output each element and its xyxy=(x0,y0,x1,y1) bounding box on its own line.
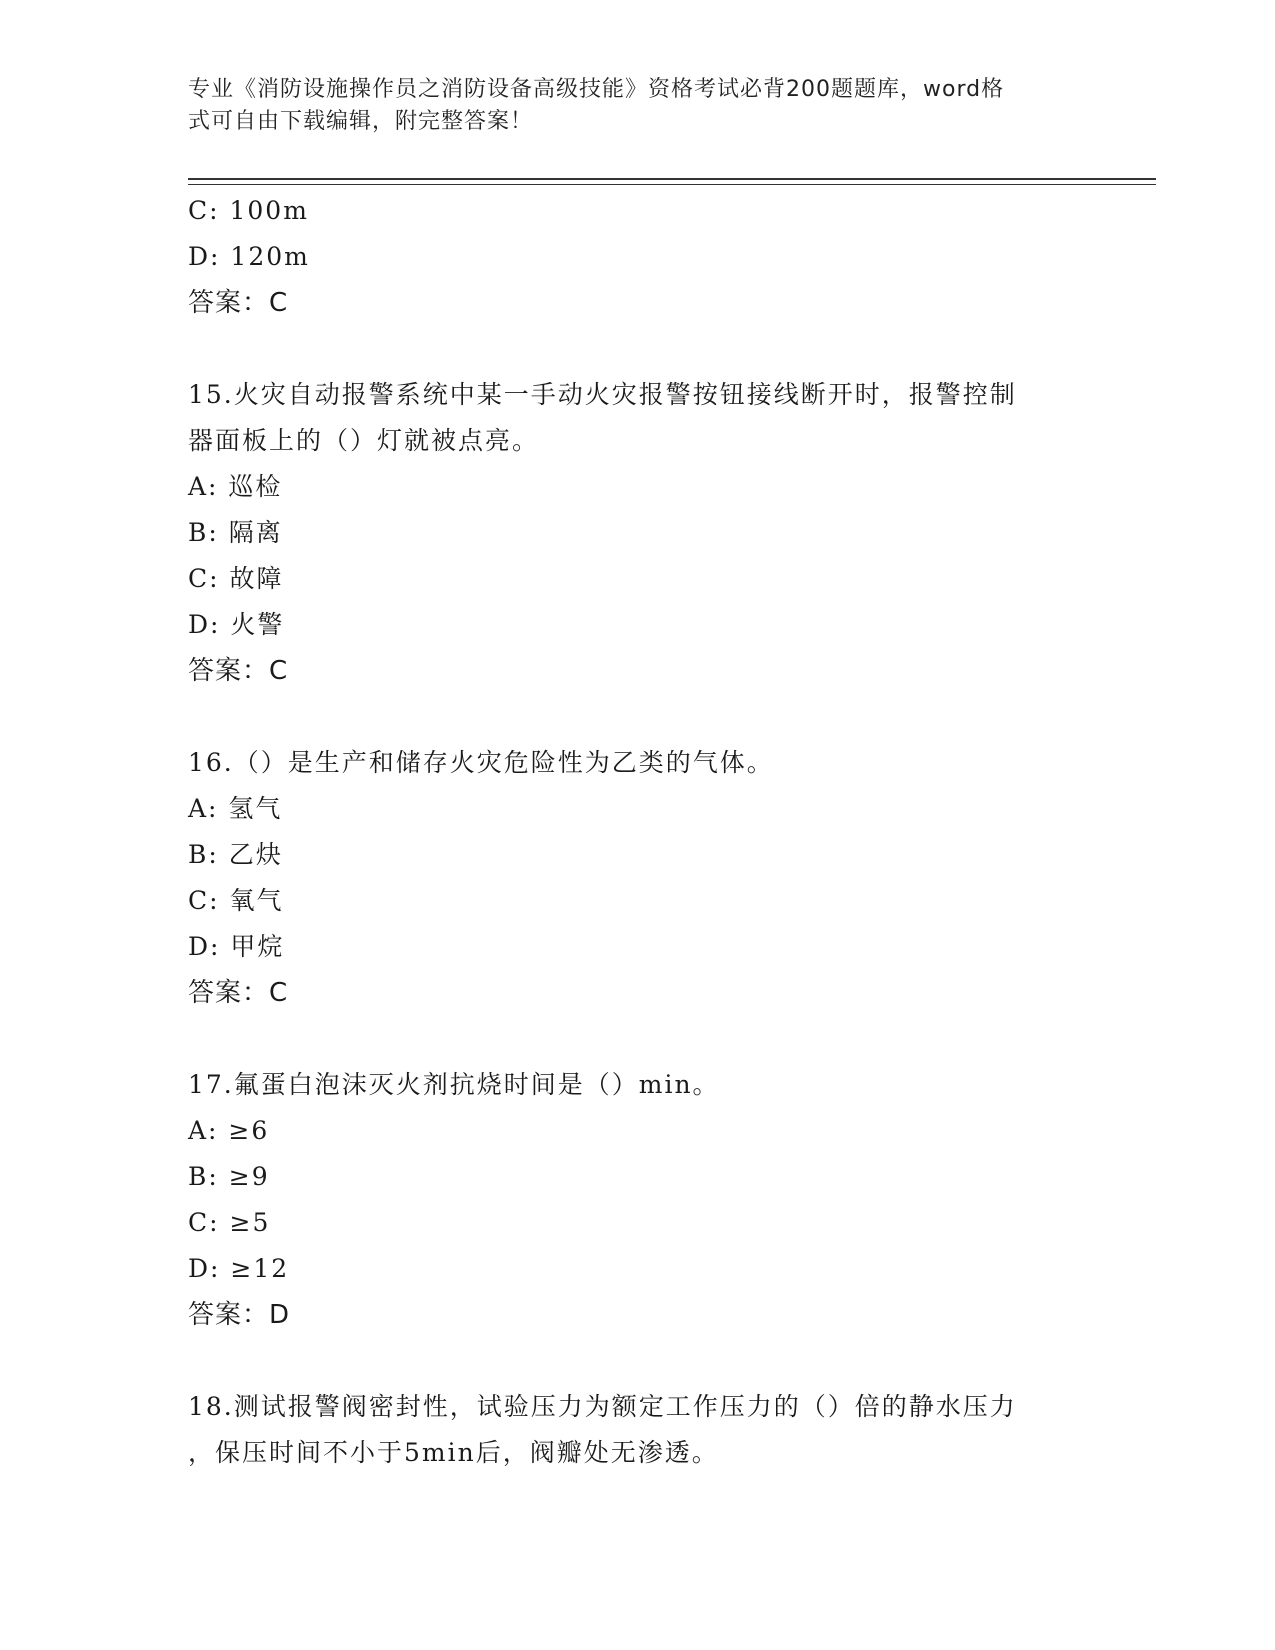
question-15 xyxy=(188,372,1088,694)
question-16 xyxy=(188,740,1088,1016)
option-d: D: 120m xyxy=(188,242,310,271)
header-line-1: 专业《消防设施操作员之消防设备高级技能》资格考试必背200题题库，word格 xyxy=(188,77,1005,102)
question-14-continued xyxy=(188,188,1088,326)
option-c: C: 故障 xyxy=(188,564,284,593)
option-c: C: ≥5 xyxy=(188,1208,271,1237)
answer-label: 答案：D xyxy=(188,1300,291,1330)
option-a: A: ≥6 xyxy=(188,1116,270,1145)
option-b: B: 隔离 xyxy=(188,518,283,547)
option-d: D: ≥12 xyxy=(188,1254,290,1283)
header-divider xyxy=(188,178,1156,180)
option-c: C: 氧气 xyxy=(188,886,284,915)
question-18 xyxy=(188,1384,1088,1476)
question-text-line: 15.火灾自动报警系统中某一手动火灾报警按钮接线断开时，报警控制 xyxy=(188,380,1017,409)
answer-label: 答案：C xyxy=(188,288,289,318)
answer-label: 答案：C xyxy=(188,978,289,1008)
option-c: C: 100m xyxy=(188,196,309,225)
header-line-2: 式可自由下载编辑，附完整答案！ xyxy=(188,109,534,134)
page-header xyxy=(188,74,1068,138)
option-d: D: 火警 xyxy=(188,610,285,639)
question-text-line: 16.（）是生产和储存火灾危险性为乙类的气体。 xyxy=(188,748,774,777)
question-17 xyxy=(188,1062,1088,1338)
option-d: D: 甲烷 xyxy=(188,932,285,961)
option-b: B: 乙炔 xyxy=(188,840,283,869)
option-a: A: 氢气 xyxy=(188,794,283,823)
document-body xyxy=(188,188,1088,1522)
option-b: B: ≥9 xyxy=(188,1162,270,1191)
header-divider-thin xyxy=(188,184,1156,185)
option-a: A: 巡检 xyxy=(188,472,283,501)
answer-label: 答案：C xyxy=(188,656,289,686)
question-text-line: ，保压时间不小于5min后，阀瓣处无渗透。 xyxy=(188,1438,719,1467)
question-text-line: 17.氟蛋白泡沫灭火剂抗烧时间是（）min。 xyxy=(188,1070,720,1099)
question-text-line: 18.测试报警阀密封性，试验压力为额定工作压力的（）倍的静水压力 xyxy=(188,1392,1017,1421)
question-text-line: 器面板上的（）灯就被点亮。 xyxy=(188,426,540,455)
